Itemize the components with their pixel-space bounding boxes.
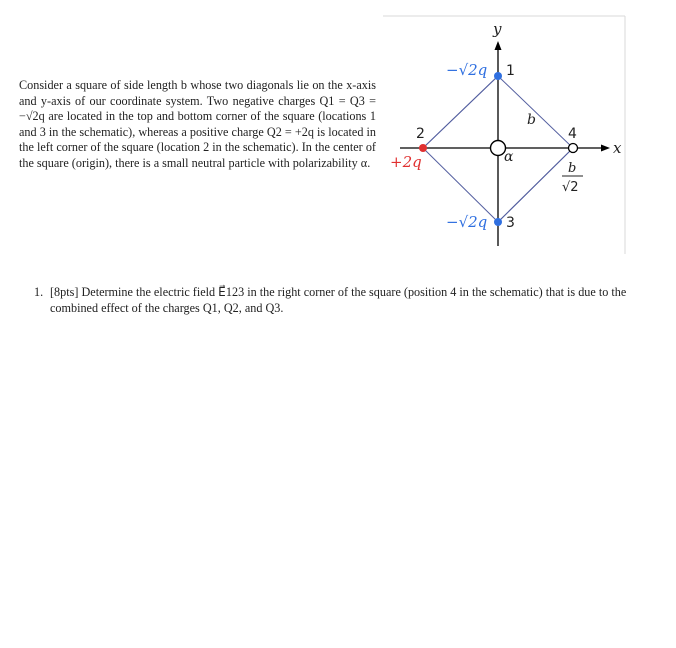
charge-2-dot xyxy=(419,144,427,152)
side-length-label: b xyxy=(527,112,536,128)
charge-1-dot xyxy=(494,72,502,80)
location-3-label: 3 xyxy=(506,215,515,231)
charge-1-value: −√2q xyxy=(446,61,488,79)
schematic-svg xyxy=(380,14,630,256)
y-axis-label: y xyxy=(493,20,502,38)
half-diagonal-denominator: √2 xyxy=(562,180,579,195)
charge-schematic xyxy=(380,14,630,256)
question-text: [8pts] Determine the electric field E⃗123 in the right corner of the square (position 4 in the schematic) that is due to the combined effect of the charges Q1, Q2, and Q3. xyxy=(50,285,627,315)
question-number: 1. xyxy=(34,285,44,299)
question-1 xyxy=(34,284,646,316)
location-4-label: 4 xyxy=(568,126,577,142)
alpha-label: α xyxy=(504,149,514,165)
x-axis-arrow xyxy=(601,145,610,152)
charge-2-value: +2q xyxy=(390,153,422,171)
location-2-label: 2 xyxy=(416,126,425,142)
x-axis-label: x xyxy=(613,139,622,157)
charge-3-dot xyxy=(494,218,502,226)
location-1-label: 1 xyxy=(506,63,515,79)
y-axis-arrow xyxy=(495,41,502,50)
charge-3-value: −√2q xyxy=(446,213,488,231)
position-4-marker xyxy=(569,144,578,153)
half-diagonal-numerator: b xyxy=(568,161,577,176)
problem-statement: Consider a square of side length b whose two diagonals lie on the x-axis and y-axis of our coordinate system. Two negative charges Q1 = Q3 = −√2q are located in the top and bottom corner of the square (locations 1 and 3 in the schematic), whereas a positive charge Q2 = +2q is located in the left corner of the square (location 2 in the schematic). In the center of the square (origin), there is a small neutral particle with polarizability α. xyxy=(19,78,376,170)
